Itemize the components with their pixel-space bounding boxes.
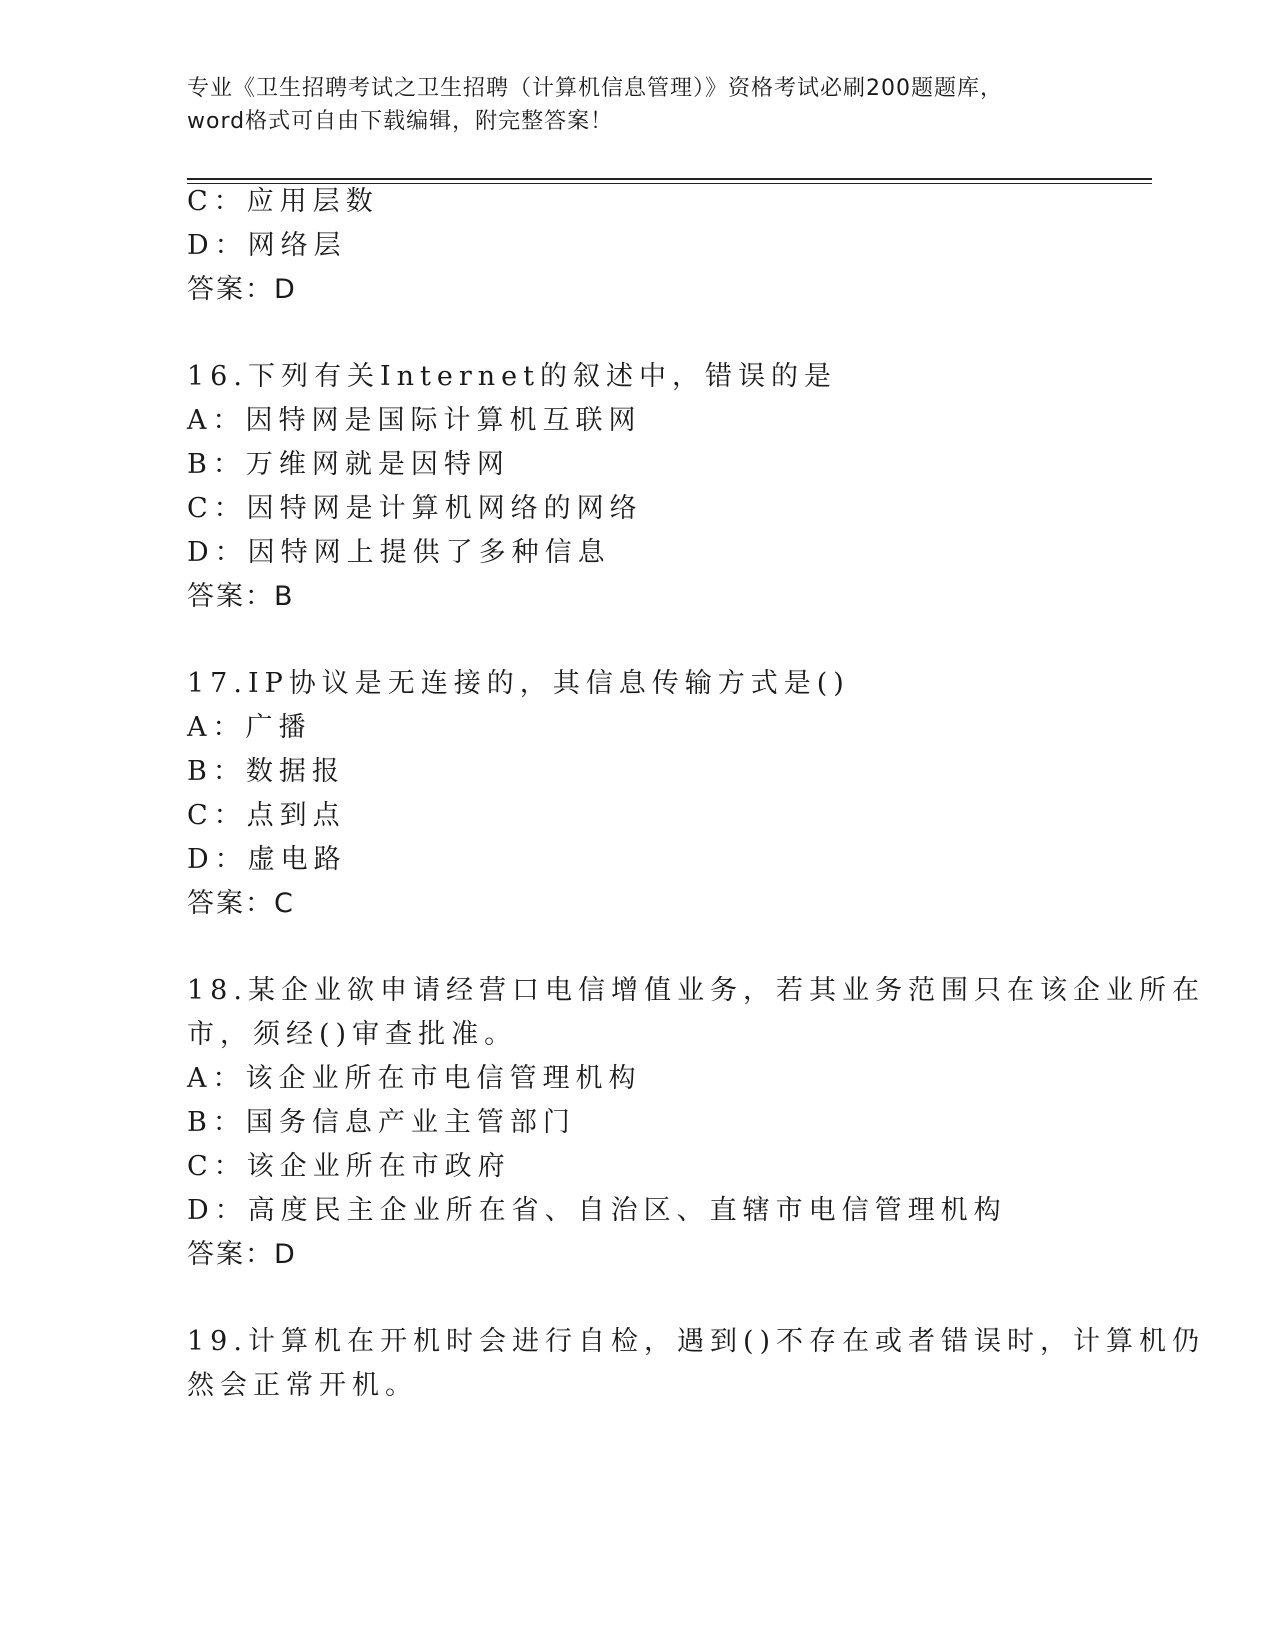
option-line: A：广播 [187, 712, 312, 743]
question-stem-continued: 市，须经()审查批准。 [187, 1019, 518, 1050]
question-stem: 18.某企业欲申请经营口电信增值业务，若其业务范围只在该企业所在 [187, 975, 1205, 1006]
header-line-2: word格式可自由下载编辑，附完整答案！ [187, 109, 614, 134]
option-line: D：虚电路 [187, 844, 347, 875]
option-line: D：高度民主企业所在省、自治区、直辖市电信管理机构 [187, 1195, 1007, 1226]
option-line: C：应用层数 [187, 186, 379, 217]
option-line: C：该企业所在市政府 [187, 1151, 511, 1182]
question-stem: 16.下列有关Internet的叙述中，错误的是 [187, 361, 837, 392]
answer-line: 答案：D [187, 1239, 297, 1270]
document-header [187, 72, 1087, 138]
option-line: C：点到点 [187, 800, 346, 831]
option-line: C：因特网是计算机网络的网络 [187, 493, 643, 524]
header-rule-thin [187, 183, 1152, 184]
option-line: B：万维网就是因特网 [187, 449, 510, 480]
question-stem-continued: 然会正常开机。 [187, 1370, 418, 1401]
question-stem: 19.计算机在开机时会进行自检，遇到()不存在或者错误时，计算机仍 [187, 1326, 1206, 1357]
answer-line: 答案：B [187, 581, 295, 612]
option-line: A：该企业所在市电信管理机构 [187, 1063, 642, 1094]
option-line: D：因特网上提供了多种信息 [187, 537, 611, 568]
option-line: B：数据报 [187, 756, 345, 787]
question-stem: 17.IP协议是无连接的，其信息传输方式是() [187, 668, 850, 699]
option-line: D：网络层 [187, 230, 347, 261]
answer-line: 答案：D [187, 274, 297, 305]
header-rule-thick [187, 178, 1152, 180]
option-line: B：国务信息产业主管部门 [187, 1107, 576, 1138]
option-line: A：因特网是国际计算机互联网 [187, 405, 642, 436]
header-line-1: 专业《卫生招聘考试之卫生招聘（计算机信息管理）》资格考试必刷200题题库， [187, 76, 1003, 101]
answer-line: 答案：C [187, 888, 295, 919]
